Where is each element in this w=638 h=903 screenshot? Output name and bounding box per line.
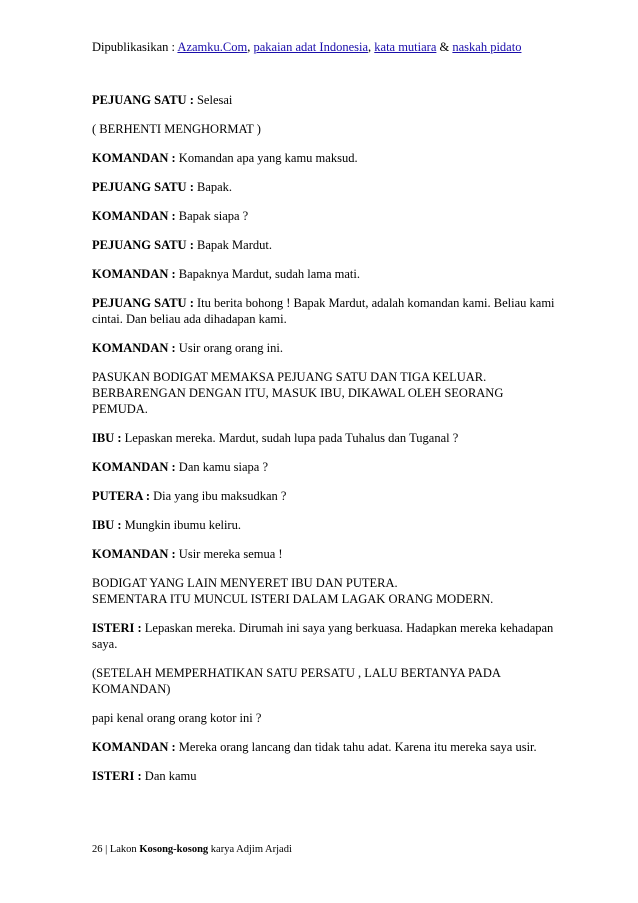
script-paragraph [92,179,562,195]
page-header [92,40,612,55]
script-paragraph [92,620,562,652]
direction-text: ( BERHENTI MENGHORMAT ) [92,122,261,136]
dialogue-text: Bapak. [193,180,233,194]
script-paragraph [92,546,562,562]
speaker-name: KOMANDAN : [92,547,176,561]
speaker-name: PUTERA : [92,489,150,503]
speaker-name: IBU : [92,518,122,532]
script-paragraph [92,459,562,475]
script-paragraph [92,237,562,253]
dialogue-text: Bapak Mardut. [193,238,272,252]
speaker-name: PEJUANG SATU : [92,93,194,107]
dialogue-text: Itu berita bohong ! Bapak Mardut, adalah komandan kami. Beliau kami cintai. Dan beliau ada dihadapan kami. [92,296,555,326]
footer-text: | Lakon [102,844,140,855]
speaker-name: ISTERI : [92,769,142,783]
dialogue-text: Selesai [193,93,233,107]
header-separator: , [247,40,254,54]
speaker-name: ISTERI : [92,621,142,635]
dialogue-text: papi kenal orang orang kotor ini ? [92,711,262,725]
stage-direction [92,369,562,417]
dialogue-text: Mungkin ibumu keliru. [121,518,241,532]
play-title: Kosong-kosong [139,844,209,855]
script-paragraph [92,266,562,282]
script-paragraph [92,739,562,755]
dialogue-text: Mereka orang lancang dan tidak tahu adat. Karena itu mereka saya usir. [175,740,537,754]
speaker-name: KOMANDAN : [92,460,176,474]
dialogue-text: Lepaskan mereka. Dirumah ini saya yang berkuasa. Hadapkan mereka kehadapan saya. [92,621,554,651]
link-pakaian-adat[interactable]: pakaian adat Indonesia [253,40,369,54]
page-number: 26 [92,844,103,855]
dialogue-text: Lepaskan mereka. Mardut, sudah lupa pada Tuhalus dan Tuganal ? [121,431,459,445]
speaker-name: KOMANDAN : [92,209,176,223]
link-azamku[interactable]: Azamku.Com [177,40,248,54]
direction-text: BODIGAT YANG LAIN MENYERET IBU DAN PUTERA. SEMENTARA ITU MUNCUL ISTERI DALAM LAGAK ORANG MODERN. [92,576,494,606]
script-paragraph [92,208,562,224]
direction-text: (SETELAH MEMPERHATIKAN SATU PERSATU , LALU BERTANYA PADA KOMANDAN) [92,666,501,696]
header-prefix: Dipublikasikan : [92,40,178,54]
script-paragraph [92,92,562,108]
script-paragraph [92,295,562,327]
script-body [92,92,562,797]
link-kata-mutiara[interactable]: kata mutiara [374,40,437,54]
speaker-name: KOMANDAN : [92,740,176,754]
dialogue-text: Usir orang orang ini. [175,341,283,355]
script-paragraph [92,430,562,446]
link-naskah-pidato[interactable]: naskah pidato [452,40,522,54]
script-paragraph [92,488,562,504]
speaker-name: KOMANDAN : [92,151,176,165]
speaker-name: KOMANDAN : [92,341,176,355]
script-paragraph [92,517,562,533]
dialogue-text: Dan kamu siapa ? [175,460,268,474]
dialogue-text: Dan kamu [141,769,197,783]
stage-direction [92,665,562,697]
dialogue-text: Dia yang ibu maksudkan ? [150,489,287,503]
dialogue-text: Usir mereka semua ! [175,547,283,561]
script-paragraph [92,768,562,784]
script-paragraph [92,340,562,356]
direction-text: PASUKAN BODIGAT MEMAKSA PEJUANG SATU DAN TIGA KELUAR. BERBARENGAN DENGAN ITU, MASUK IBU, DIKAWAL OLEH SEORANG PEMUDA. [92,370,504,416]
speaker-name: IBU : [92,431,122,445]
speaker-name: PEJUANG SATU : [92,238,194,252]
header-separator: , [368,40,375,54]
speaker-name: KOMANDAN : [92,267,176,281]
stage-direction [92,575,562,607]
page-footer [92,843,292,856]
dialogue-text: Bapaknya Mardut, sudah lama mati. [175,267,360,281]
footer-author: karya Adjim Arjadi [208,844,292,855]
speaker-name: PEJUANG SATU : [92,296,194,310]
dialogue-text: Komandan apa yang kamu maksud. [175,151,358,165]
script-paragraph [92,150,562,166]
speaker-name: PEJUANG SATU : [92,180,194,194]
stage-direction [92,121,562,137]
dialogue-continuation [92,710,562,726]
header-separator: & [436,40,453,54]
dialogue-text: Bapak siapa ? [175,209,249,223]
